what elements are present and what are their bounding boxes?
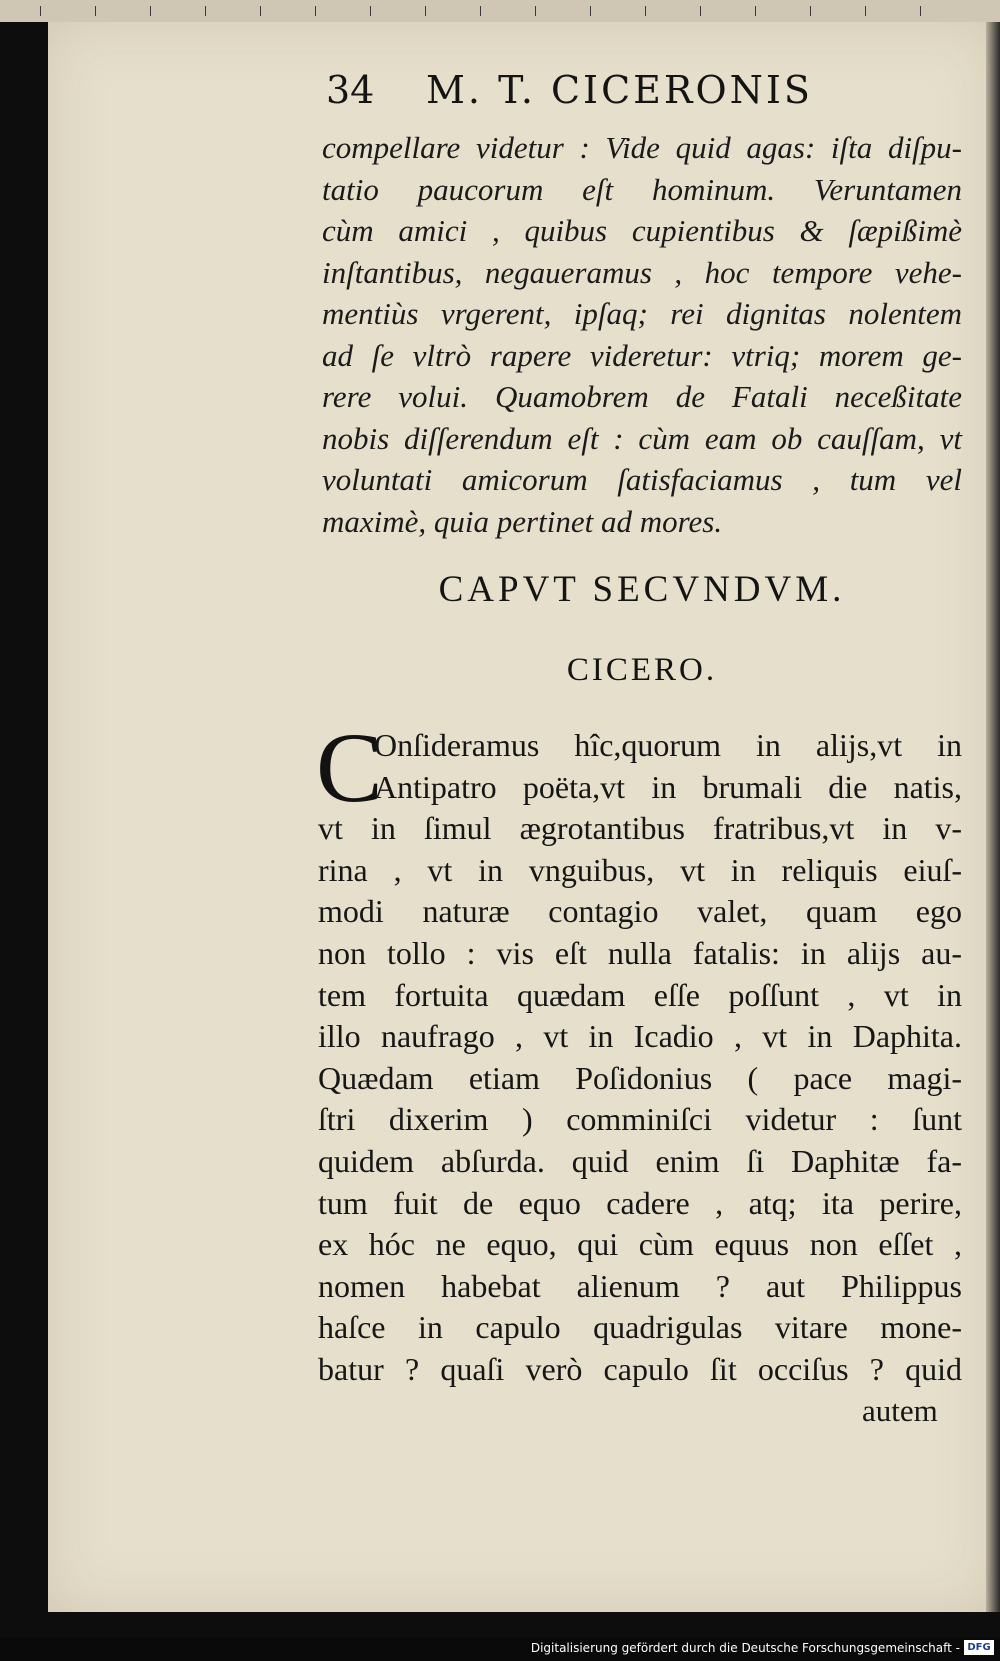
dfg-logo-icon: DFG (964, 1640, 994, 1655)
main-paragraph (318, 725, 962, 1391)
text-line: Quædam etiam Poſidonius ( pace magi- (318, 1059, 962, 1096)
chapter-heading: CAPVT SECVNDVM. (438, 569, 846, 610)
ruler-mark (645, 6, 646, 16)
page-edge-shadow (986, 22, 1000, 1612)
ruler-mark (425, 6, 426, 16)
running-head (326, 68, 966, 112)
text-line: non tollo : vis eſt nulla fatalis: in alijs au- (318, 934, 962, 971)
catchword: autem (862, 1393, 938, 1428)
text-line: haſce in capulo quadrigulas vitare mone- (318, 1309, 962, 1346)
text-line: ſtri dixerim ) comminiſci videtur : ſunt (318, 1101, 962, 1138)
text-line: Onſideramus hîc,quorum in alijs,vt in (374, 727, 962, 763)
text-line: nomen habebat alienum ? aut Philippus (318, 1267, 962, 1304)
text-line: modi naturæ contagio valet, quam ego (318, 893, 962, 930)
text-line: vt in ſimul ægrotantibus fratribus,vt in v- (318, 810, 962, 847)
ruler-mark (315, 6, 316, 16)
ruler-mark (810, 6, 811, 16)
running-title: M. T. CICERONIS (426, 68, 813, 112)
speaker-heading: CICERO. (566, 652, 718, 688)
ruler-mark (150, 6, 151, 16)
digitization-credit: Digitalisierung gefördert durch die Deutsche Forschungsgemeinschaft - (530, 1641, 960, 1655)
text-line: tum fuit de equo cadere , atq; ita perire, (318, 1184, 962, 1221)
text-line: tem fortuita quædam eſſe poſſunt , vt in (318, 976, 962, 1013)
ruler-mark (920, 6, 921, 16)
text-line: inſtantibus, negaueramus , hoc tempore vehe- (322, 254, 962, 290)
text-line: illo naufrago , vt in Icadio , vt in Daphita. (318, 1018, 962, 1055)
ruler-mark (40, 6, 41, 16)
text-line: voluntati amicorum ſatisfaciamus , tum vel (322, 462, 962, 497)
ruler-mark (370, 6, 371, 16)
text-line: ex hóc ne equo, qui cùm equus non eſſet , (318, 1226, 962, 1263)
ruler-mark (535, 6, 536, 16)
text-line: Antipatro poëta,vt in brumali die natis, (374, 768, 962, 805)
text-line: cùm amici , quibus cupientibus & ſæpißimè (322, 213, 962, 248)
text-line: batur ? quaſi verò capulo ſit occiſus ? quid (318, 1350, 962, 1387)
scan-ruler-strip (0, 0, 1000, 22)
ruler-mark (480, 6, 481, 16)
ruler-mark (95, 6, 96, 16)
ruler-mark (755, 6, 756, 16)
text-line: nobis diſſerendum eſt : cùm eam ob cauſſam, vt (322, 420, 962, 456)
ruler-mark (260, 6, 261, 16)
page-number: 34 (326, 68, 375, 112)
text-line: mentiùs vrgerent, ipſaq; rei dignitas nolentem (322, 296, 962, 331)
text-line: quidem abſurda. quid enim ſi Daphitæ fa- (318, 1142, 962, 1179)
text-line: maximè, quia pertinet ad mores. (322, 503, 723, 539)
drop-cap-initial: C (316, 712, 383, 823)
text-line: rere volui. Quamobrem de Fatali neceßitate (322, 379, 962, 414)
text-line: tatio paucorum eſt hominum. Veruntamen (322, 171, 962, 207)
text-line: ad ſe vltrò rapere videretur: vtriq; morem ge- (322, 337, 962, 373)
ruler-mark (865, 6, 866, 16)
ruler-mark (700, 6, 701, 16)
text-line: rina , vt in vnguibus, vt in reliquis eiuſ- (318, 851, 962, 888)
text-line: compellare videtur : Vide quid agas: iſta diſpu- (322, 130, 962, 165)
ruler-mark (205, 6, 206, 16)
preface-paragraph (322, 127, 962, 542)
ruler-mark (590, 6, 591, 16)
